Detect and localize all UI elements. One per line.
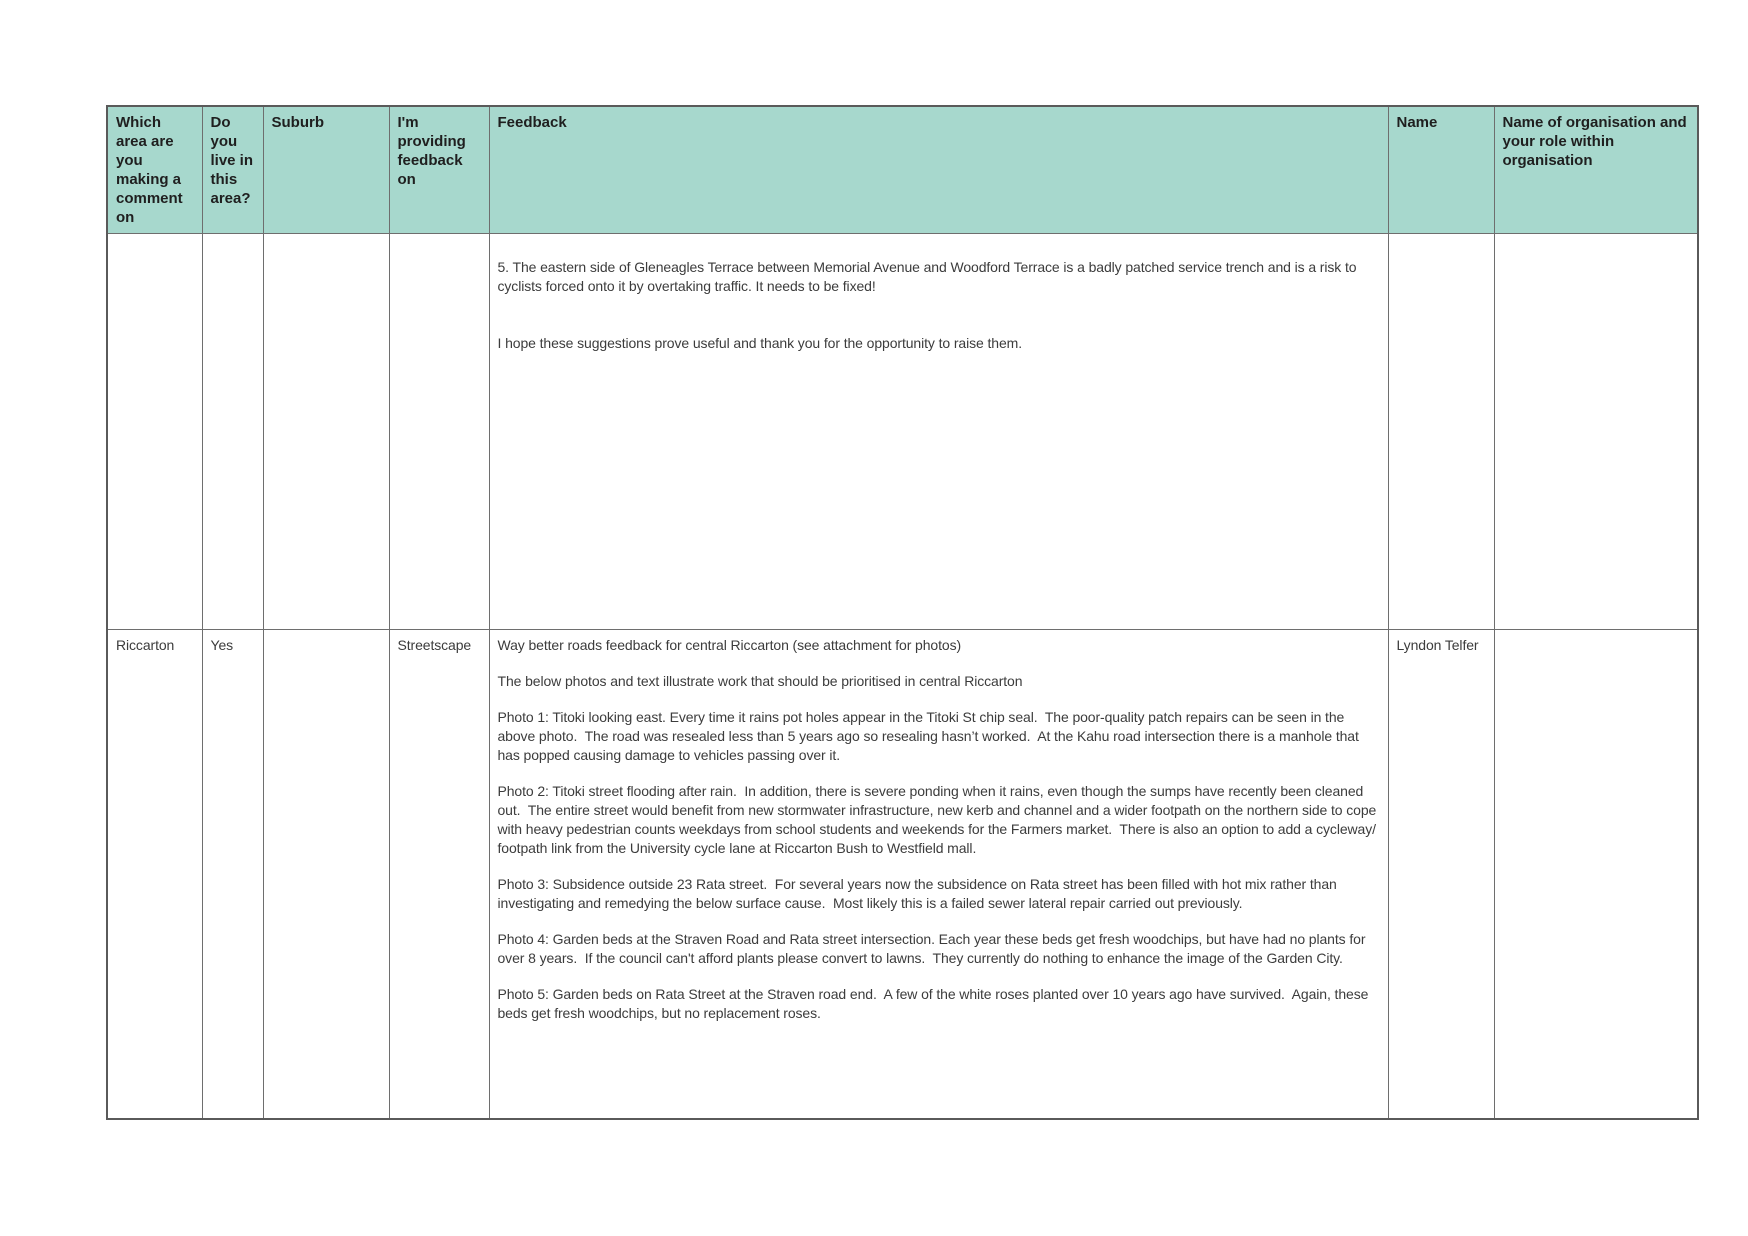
col-header-live-here: Do you live in this area? [202, 106, 263, 234]
cell-feedback [489, 630, 1388, 1119]
table-row [107, 630, 1698, 1119]
feedback-paragraph: I hope these suggestions prove useful and thank you for the opportunity to raise them. [497, 335, 1023, 351]
cell-providing-feedback-on: Streetscape [389, 630, 489, 1119]
col-header-feedback: Feedback [489, 106, 1388, 234]
feedback-paragraph: Way better roads feedback for central Riccarton (see attachment for photos) [497, 637, 962, 653]
feedback-paragraph: 5. The eastern side of Gleneagles Terrace between Memorial Avenue and Woodford Terrace is a badly patched service trench and is a risk to cyclists forced onto it by overtaking traffic. It needs to be fixed! [497, 259, 1361, 294]
cell-live-here: Yes [202, 630, 263, 1119]
table-row [107, 234, 1698, 630]
feedback-paragraph: Photo 1: Titoki looking east. Every time it rains pot holes appear in the Titoki St chip seal. The poor-quality patch repairs can be seen in the above photo. The road was resealed less than 5 years ago so resealing hasn’t worked. At the Kahu road intersection there is a manhole that has popped causing damage to vehicles passing over it. [497, 709, 1363, 763]
col-header-organisation: Name of organisation and your role within organisation [1494, 106, 1698, 234]
cell-providing-feedback-on [389, 234, 489, 630]
feedback-paragraph: The below photos and text illustrate work that should be prioritised in central Riccarton [497, 673, 1023, 689]
col-header-providing-feedback-on: I'm providing feedback on [389, 106, 489, 234]
cell-name: Lyndon Telfer [1388, 630, 1494, 1119]
col-header-suburb: Suburb [263, 106, 389, 234]
cell-area: Riccarton [107, 630, 202, 1119]
col-header-area: Which area are you making a comment on [107, 106, 202, 234]
header-row [107, 106, 1698, 234]
cell-suburb [263, 234, 389, 630]
cell-name [1388, 234, 1494, 630]
cell-area [107, 234, 202, 630]
col-header-name: Name [1388, 106, 1494, 234]
cell-organisation [1494, 234, 1698, 630]
feedback-paragraph: Photo 2: Titoki street flooding after rain. In addition, there is severe ponding when it rains, even though the sumps have recently been cleaned out. The entire street would benefit from new stormwater infrastructure, new kerb and channel and a wider footpath on the northern side to cope with heavy pedestrian counts weekdays from school students and weekends for the Farmers market. There is also an option to add a cycleway/ footpath link from the University cycle lane at Riccarton Bush to Westfield mall. [497, 783, 1381, 856]
cell-feedback [489, 234, 1388, 630]
feedback-table [106, 105, 1699, 1120]
feedback-paragraph: Photo 5: Garden beds on Rata Street at the Straven road end. A few of the white roses planted over 10 years ago have survived. Again, these beds get fresh woodchips, but no replacement roses. [497, 986, 1373, 1021]
cell-organisation [1494, 630, 1698, 1119]
cell-live-here [202, 234, 263, 630]
feedback-paragraph: Photo 4: Garden beds at the Straven Road and Rata street intersection. Each year these beds get fresh woodchips, but have had no plants for over 8 years. If the council can't afford plants please convert to lawns. They currently do nothing to enhance the image of the Garden City. [497, 931, 1370, 966]
cell-suburb [263, 630, 389, 1119]
feedback-paragraph: Photo 3: Subsidence outside 23 Rata street. For several years now the subsidence on Rata street has been filled with hot mix rather than investigating and remedying the below surface cause. Most likely this is a failed sewer lateral repair carried out previously. [497, 876, 1341, 911]
